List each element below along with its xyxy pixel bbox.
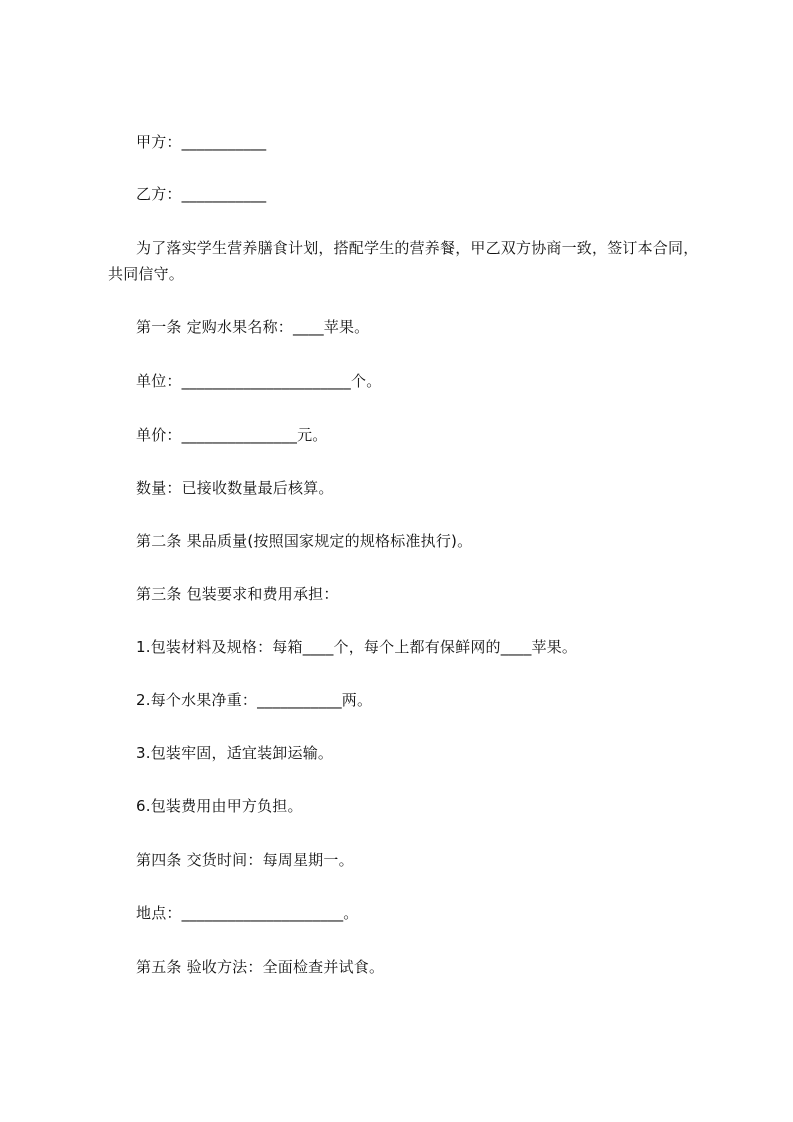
intro-paragraph: 为了落实学生营养膳食计划，搭配学生的营养餐，甲乙双方协商一致，签订本合同，共同信守。: [108, 239, 699, 283]
quantity-line: 数量：已接收数量最后核算。: [136, 479, 334, 497]
article-3-item-3: 3.包装牢固，适宜装卸运输。: [136, 744, 334, 762]
article-3-item-1: 1.包装材料及规格：每箱____个，每个上都有保鲜网的____苹果。: [136, 638, 578, 656]
article-3: 第三条 包装要求和费用承担：: [136, 585, 339, 603]
article-1: 第一条 定购水果名称：____苹果。: [136, 318, 370, 336]
unit-line: 单位：______________________个。: [136, 372, 382, 390]
location-line: 地点：_____________________。: [136, 904, 359, 922]
article-2: 第二条 果品质量(按照国家规定的规格标准执行)。: [136, 532, 473, 550]
article-3-item-2: 2.每个水果净重：___________两。: [136, 691, 373, 709]
party-b-line: 乙方：___________: [136, 185, 267, 203]
article-5: 第五条 验收方法：全面检查并试食。: [136, 958, 385, 976]
article-4: 第四条 交货时间：每周星期一。: [136, 851, 354, 869]
unit-price-line: 单价：_______________元。: [136, 426, 328, 444]
article-3-item-6: 6.包装费用由甲方负担。: [136, 797, 303, 815]
party-a-line: 甲方：___________: [136, 133, 267, 151]
